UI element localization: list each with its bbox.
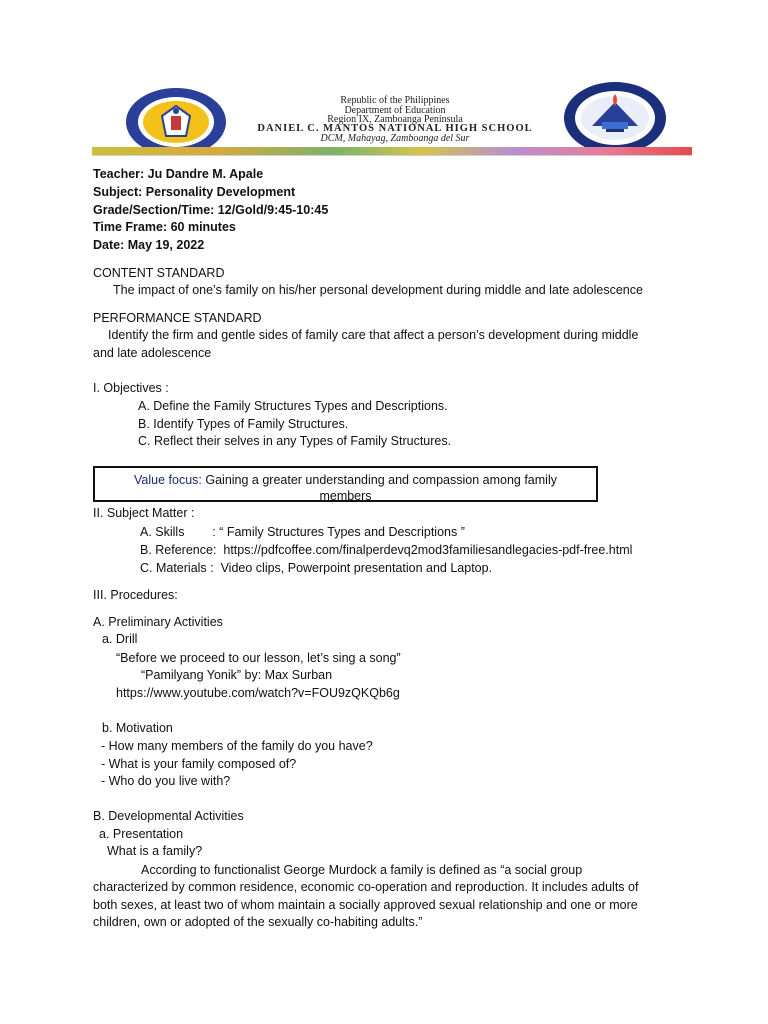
value-focus-line1: Gaining a greater understanding and compassion among family <box>205 473 557 487</box>
school-seal-logo <box>562 80 668 156</box>
developmental-activities-heading: B. Developmental Activities <box>93 809 244 823</box>
motivation-question: - Who do you live with? <box>101 774 231 788</box>
header-school-address: DCM, Mahayag, Zamboanga del Sur <box>320 133 470 144</box>
objective-item: A. Define the Family Structures Types and Descriptions. <box>138 399 448 413</box>
preliminary-activities-heading: A. Preliminary Activities <box>93 615 223 629</box>
teacher-line: Teacher: Ju Dandre M. Apale <box>93 167 264 181</box>
header-republic: Republic of the Philippines <box>340 95 450 106</box>
value-focus-box <box>93 466 598 502</box>
reference-line[interactable]: B. Reference: https://pdfcoffee.com/finalperdevq2mod3familiesandlegacies-pdf-free.html <box>140 543 633 557</box>
motivation-question: - What is your family composed of? <box>101 757 297 771</box>
what-is-family-heading: What is a family? <box>107 844 203 858</box>
materials-line: C. Materials : Video clips, Powerpoint presentation and Laptop. <box>140 561 493 575</box>
value-focus-line2: members <box>319 489 372 503</box>
objective-item: C. Reflect their selves in any Types of Family Structures. <box>138 434 452 448</box>
skills-line: A. Skills : “ Family Structures Types and Descriptions ” <box>140 525 465 539</box>
header-divider <box>92 155 692 156</box>
performance-standard-line1: Identify the firm and gentle sides of family care that affect a person’s development during middle <box>108 328 639 342</box>
subject-matter-heading: II. Subject Matter : <box>93 506 195 520</box>
value-focus-text <box>95 472 596 504</box>
drill-heading: a. Drill <box>102 632 138 646</box>
motivation-heading: b. Motivation <box>102 721 173 735</box>
objective-item: B. Identify Types of Family Structures. <box>138 417 349 431</box>
header-color-stripe <box>92 147 692 155</box>
motivation-question: - How many members of the family do you have? <box>101 739 373 753</box>
drill-line2: “Pamilyang Yonik” by: Max Surban <box>141 668 333 682</box>
definition-line: According to functionalist George Murdock a family is defined as “a social group <box>141 863 583 877</box>
presentation-heading: a. Presentation <box>99 827 184 841</box>
definition-line: characterized by common residence, economic co-operation and reproduction. It includes adults of <box>93 880 639 894</box>
value-focus-label: Value focus: <box>134 473 202 487</box>
header-region: Region IX, Zamboanga Peninsula <box>327 114 463 125</box>
definition-line: both sexes, at least two of whom maintain a socially approved sexual relationship and one or more <box>93 898 638 912</box>
definition-line: children, own or adopted of the sexually co-habiting adults.” <box>93 915 423 929</box>
procedures-heading: III. Procedures: <box>93 588 178 602</box>
performance-standard-line2: and late adolescence <box>93 346 212 360</box>
performance-standard-heading: PERFORMANCE STANDARD <box>93 311 262 325</box>
header-department: Department of Education <box>344 105 446 116</box>
grade-section-time-line: Grade/Section/Time: 12/Gold/9:45-10:45 <box>93 203 329 217</box>
time-frame-line: Time Frame: 60 minutes <box>93 220 236 234</box>
content-standard-text: The impact of one’s family on his/her personal development during middle and late adolescence <box>113 283 643 297</box>
header-school-name: DANIEL C. MANTOS NATIONAL HIGH SCHOOL <box>257 123 533 134</box>
content-standard-heading: CONTENT STANDARD <box>93 266 225 280</box>
date-line: Date: May 19, 2022 <box>93 238 205 252</box>
subject-line: Subject: Personality Development <box>93 185 296 199</box>
drill-link[interactable]: https://www.youtube.com/watch?v=FOU9zQKQb6g <box>116 686 400 700</box>
drill-line1: “Before we proceed to our lesson, let’s sing a song” <box>116 651 401 665</box>
objectives-heading: I. Objectives : <box>93 381 169 395</box>
